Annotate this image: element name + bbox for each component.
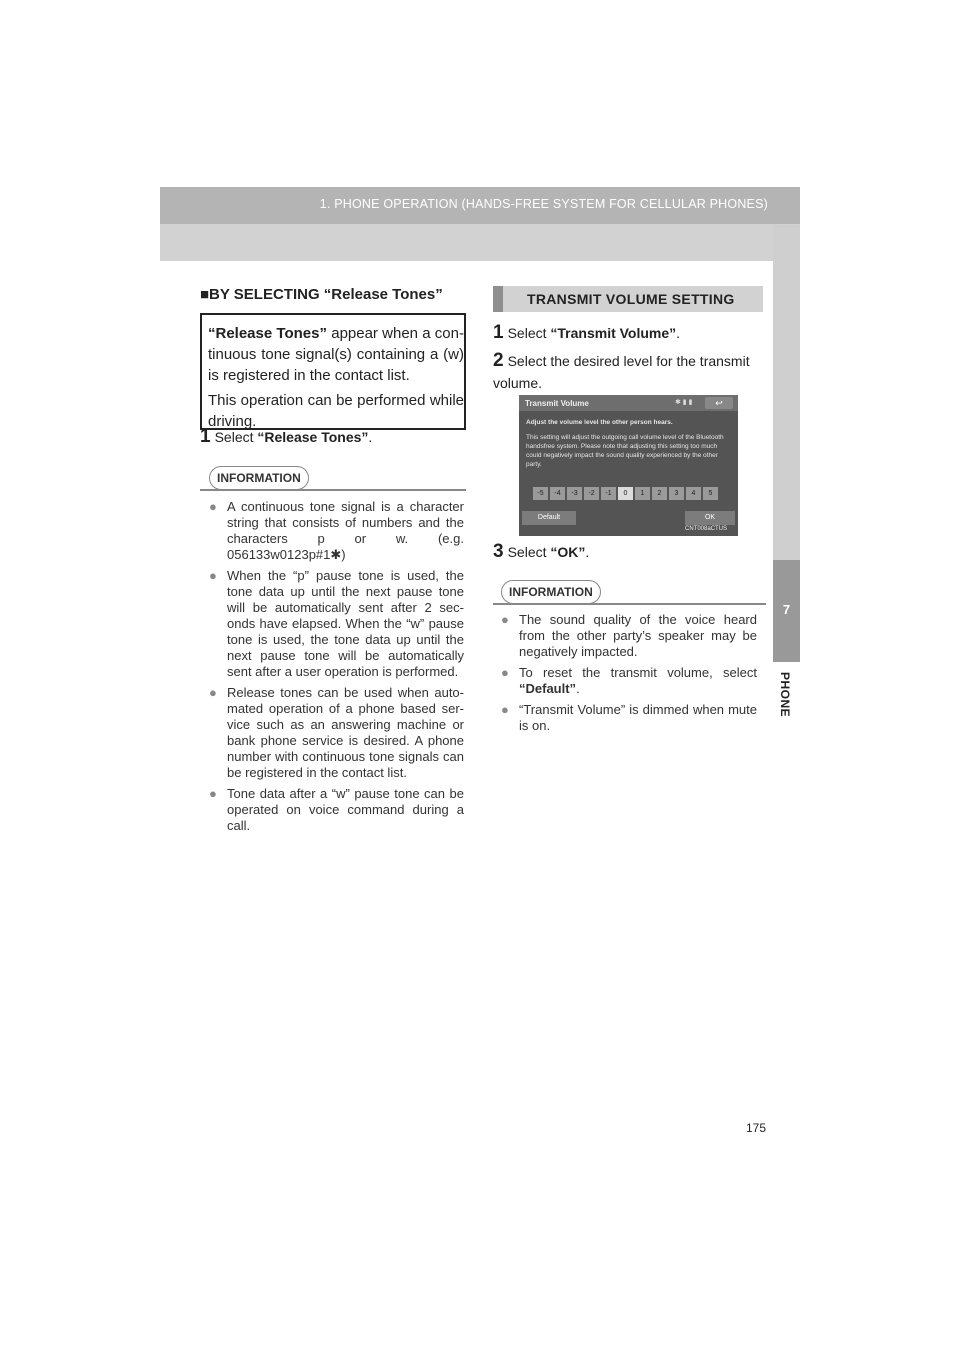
step-number: 1 [200,426,211,447]
chapter-number: 7 [782,602,791,617]
note-paragraph [208,323,464,386]
note-bold: “Release Tones” [208,325,327,342]
bullet-icon: ● [501,665,509,680]
level-button[interactable]: 3 [669,487,684,500]
step-bold: “Release Tones” [257,429,369,445]
bullet-icon: ● [209,568,217,583]
bullet-icon: ● [209,786,217,801]
bullet-icon: ● [209,685,217,700]
level-button[interactable]: -5 [533,487,548,500]
back-button[interactable]: ↩ [705,397,733,409]
running-header: 1. PHONE OPERATION (HANDS-FREE SYSTEM FOR CELLULAR PHONES) [319,197,768,211]
page-number: 175 [746,1121,767,1135]
level-button[interactable]: -3 [567,487,582,500]
level-button-selected[interactable]: 0 [618,487,633,500]
step-text: Select [507,325,551,341]
screen-instruction: Adjust the volume level the other person hears. [526,419,673,426]
list-item [209,568,464,680]
list-item-text: Tone data after a “w” pause tone can be operated on voice command during a call. [227,786,464,833]
list-item-text: The sound quality of the voice heard from the other party’s speaker may be negatively impacted. [519,612,757,659]
bullet-icon: ● [209,499,217,514]
level-button[interactable]: -4 [550,487,565,500]
step-suffix: . [368,429,373,445]
list-item-text: To reset the transmit volume, select [519,665,757,680]
step-number: 3 [493,541,504,562]
bullet-icon: ● [501,702,509,717]
transmit-volume-screen [519,395,738,536]
section-title-bar [493,286,763,312]
list-item [209,786,464,834]
information-list [501,612,757,739]
step-bold: “OK” [550,544,586,560]
step-1 [200,426,372,448]
list-item-text: A continuous tone signal is a character string that consists of numbers and the characters p or w. (e.g. 056133w0123p#1✱) [227,499,464,562]
step-text: Select the desired level for the transmit volume. [493,353,750,391]
list-item [209,685,464,781]
level-button[interactable]: 2 [652,487,667,500]
level-button[interactable]: -1 [601,487,616,500]
list-item-text: When the “p” pause tone is used, the tone data up until the next pause tone will be automatically sent after 2 sec-onds have elapsed. When the “w” pause tone is used, the tone data up until the next pause tone will be automatically sent after a user operation is performed. [227,568,464,679]
note-text: appear when a con-tinuous tone signal(s) containing a (w) is registered in the contact list. [208,325,464,384]
list-item [209,499,464,563]
information-label: INFORMATION [209,466,309,490]
level-button[interactable]: 4 [686,487,701,500]
image-code: CNT008aCTUS [685,526,728,532]
chapter-label: PHONE [778,672,792,718]
step-text: Select [214,429,258,445]
step-3 [493,541,589,563]
level-button[interactable]: -2 [584,487,599,500]
step-suffix: . [676,325,681,341]
bullet-icon: ● [501,612,509,627]
list-item [501,612,757,660]
list-item [501,702,757,734]
status-icons: ✱ ▮ ▮ [675,399,693,406]
ok-button[interactable]: OK [685,511,735,525]
note-box [200,313,466,430]
section-title: TRANSMIT VOLUME SETTING [527,291,735,307]
list-item-suffix: . [576,681,580,696]
list-item-text: Release tones can be used when auto-mated operation of a phone based ser-vice such as an answering machine or bank phone service is desired. A phone number with continuous tone signals can be registered in the contact list. [227,685,464,780]
information-list [209,499,464,839]
step-2 [493,350,768,394]
level-selector [533,487,718,500]
step-number: 2 [493,350,504,371]
step-number: 1 [493,322,504,343]
step-text: Select [507,544,551,560]
step-1 [493,322,680,344]
step-bold: “Transmit Volume” [550,325,677,341]
list-item-text: “Transmit Volume” is dimmed when mute is on. [519,702,757,733]
list-item-bold: “Default” [519,681,577,696]
section-heading: ■BY SELECTING “Release Tones” [200,286,443,303]
default-button[interactable]: Default [522,511,576,525]
screen-title: Transmit Volume [525,399,589,408]
screen-description: This setting will adjust the outgoing call volume level of the Bluetooth handsfree system. Please note that adjusting this setting too much could negatively impact the sound quality experienced by the other party. [526,434,724,468]
section-marker [493,286,503,312]
level-button[interactable]: 1 [635,487,650,500]
note-paragraph: This operation can be performed while driving. [208,392,464,430]
list-item [501,665,757,697]
step-suffix: . [585,544,590,560]
level-button[interactable]: 5 [703,487,718,500]
information-label: INFORMATION [501,580,601,604]
